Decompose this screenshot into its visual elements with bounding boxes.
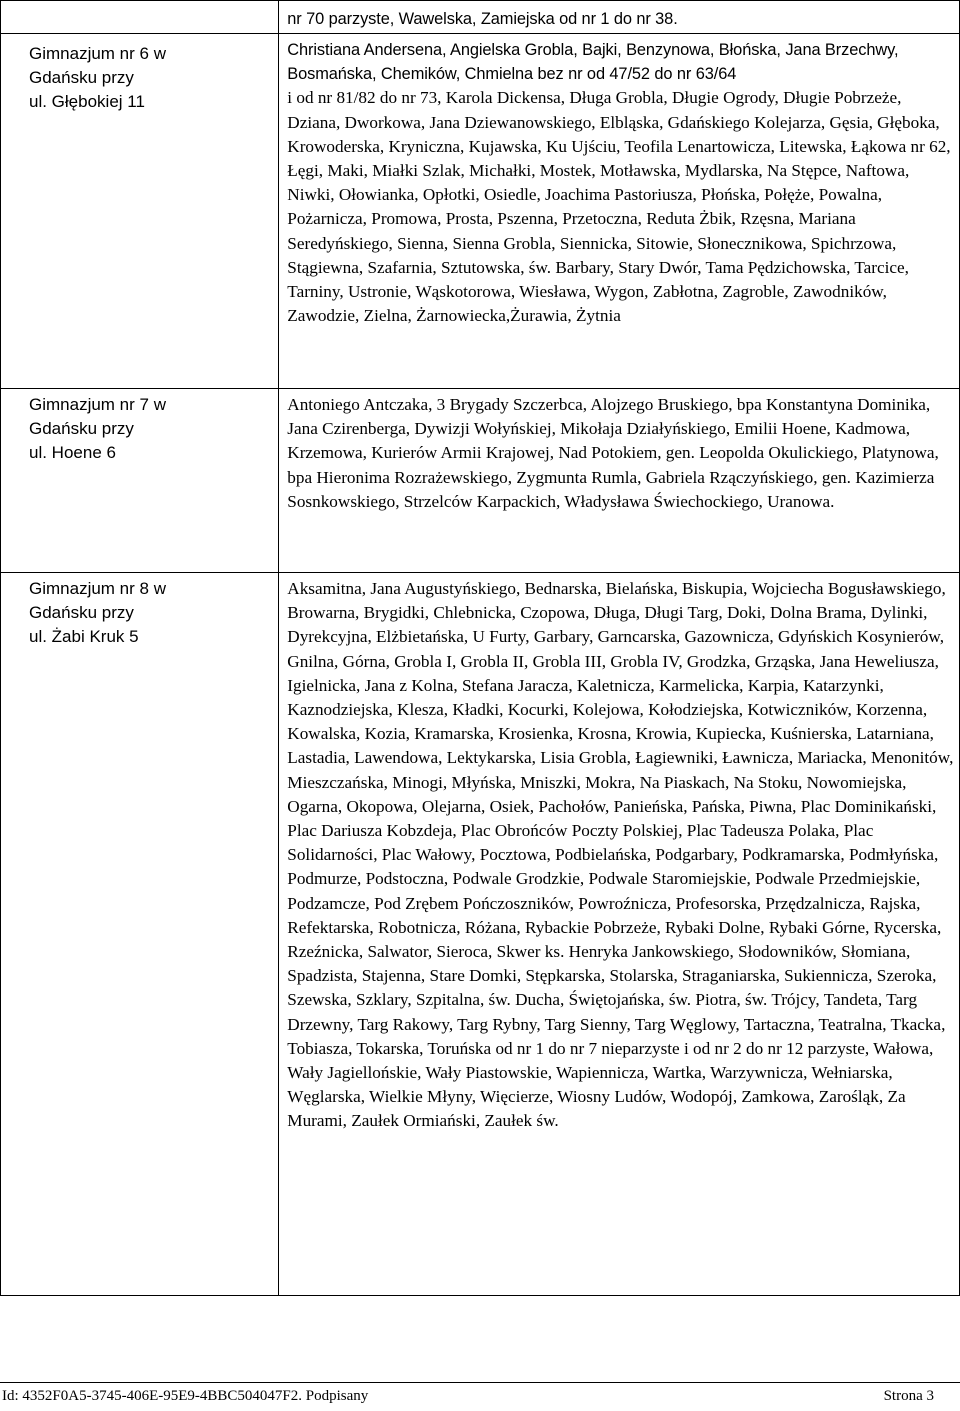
streets-text: Antoniego Antczaka, 3 Brygady Szczerbca, Alojzego Bruskiego, bpa Konstantyna Dominika, Jana Czirenberga, Dywizji Wołyńskiej, Mikołaja Działyńskiego, Emilii Hoene, Kadmowa, Krzemowa, Kurierów Armii Krajowej, Nad Potokiem, gen. Leopolda Okulickiego, Platynowa, bpa Hieronima Rozrażewskiego, Zygmunta Rumla, Gabriela Rzączyńskiego, gen. Kazimierza Sosnkowskiego, Strzelców Karpackich, Władysława Świechockiego, Uranowa.: [287, 395, 939, 511]
school-cell: [1, 389, 279, 573]
streets-cell: [279, 34, 960, 389]
streets-cell: [279, 573, 960, 1296]
school-name: Gimnazjum nr 7 w Gdańsku przy ul. Hoene 6: [29, 395, 166, 462]
page-footer: [0, 1382, 960, 1409]
streets-text: i od nr 81/82 do nr 73, Karola Dickensa, Długa Grobla, Długie Ogrody, Długie Pobrzeże, Dziana, Dworkowa, Jana Dziewanowskiego, Elbląska, Gdańskiego Kolejarza, Gęsia, Głęboka, Krowoderska, Kryniczna, Kujawska, Ku Ujściu, Teofila Lenartowicza, Litewska, Łąkowa nr 62, Łęgi, Maki, Miałki Szlak, Michałki, Mostek, Motławska, Mydlarska, Na Stępce, Naftowa, Niwki, Ołowianka, Opłotki, Osiedle, Joachima Pastoriusza, Płońska, Połęże, Powalna, Pożarnicza, Promowa, Prosta, Pszenna, Przetoczna, Reduta Żbik, Rzęsna, Mariana Seredyńskiego, Sienna, Sienna Grobla, Siennicka, Sitowie, Słonecznikowa, Spichrzowa, Stągiewna, Szafarnia, Sztutowska, św. Barbary, Stary Dwór, Tama Pędzichowska, Tarcice, Tarniny, Ustronie, Wąskotorowa, Wiesława, Wygon, Zabłotna, Zagroble, Zawodników, Zawodzie, Zielna, Żarnowiecka,Żurawia, Żytnia: [287, 88, 951, 326]
school-name: Gimnazjum nr 6 w Gdańsku przy ul. Głębokiej 11: [29, 44, 166, 111]
table-row: [1, 573, 960, 1296]
streets-text-first: Christiana Andersena, Angielska Grobla, Bajki, Benzynowa, Błońska, Jana Brzechwy, Bosmańska, Chemików, Chmielna bez nr od 47/52 do nr 63/64: [287, 41, 899, 84]
table-row: [1, 1, 960, 34]
streets-text: Aksamitna, Jana Augustyńskiego, Bednarska, Bielańska, Biskupia, Wojciecha Bogusławskiego, Browarna, Brygidki, Chlebnicka, Czopowa, Długa, Długi Targ, Doki, Dolna Brama, Dylinki, Dyrekcyjna, Elżbietańska, U Furty, Garbary, Garncarska, Gazownicza, Gdyńskich Kosynierów, Gnilna, Górna, Grobla I, Grobla II, Grobla III, Grobla IV, Grodzka, Grząska, Jana Heweliusza, Igielnicka, Jana z Kolna, Stefana Jaracza, Kaletnicza, Karmelicka, Karpia, Katarzynki, Kaznodziejska, Klesza, Kładki, Kocurki, Kolejowa, Kołodziejska, Kotwiczników, Korzenna, Kowalska, Kozia, Kramarska, Krosienka, Krosna, Krowia, Kupiecka, Kuśnierska, Latarniana, Lastadia, Lawendowa, Lektykarska, Lisia Grobla, Łagiewniki, Ławnicza, Mariacka, Menonitów, Mieszczańska, Minogi, Młyńska, Mniszki, Mokra, Na Piaskach, Na Stoku, Nowomiejska, Ogarna, Okopowa, Olejarna, Osiek, Pachołów, Panieńska, Pańska, Piwna, Plac Dominikański, Plac Dariusza Kobzdeja, Plac Obrońców Poczty Polskiej, Plac Tadeusza Polaka, Plac Solidarności, Plac Wałowy, Pocztowa, Podbielańska, Podgarbary, Podkramarska, Podmłyńska, Podmurze, Podstoczna, Podwale Grodzkie, Podwale Staromiejskie, Podwale Przedmiejskie, Podzamcze, Pod Zrębem Pończoszników, Powroźnicza, Profesorska, Przędzalnicza, Rajska, Refektarska, Robotnicza, Różana, Rybackie Pobrzeże, Rybaki Dolne, Rybaki Górne, Rycerska, Rzeźnicka, Salwator, Sieroca, Skwer ks. Henryka Jankowskiego, Słodowników, Słomiana, Spadzista, Stajenna, Stare Domki, Stępkarska, Stolarska, Straganiarska, Sukiennicza, Szeroka, Szewska, Szklary, Szpitalna, św. Ducha, Świętojańska, św. Piotra, św. Trójcy, Tandeta, Targ Drzewny, Targ Rakowy, Targ Rybny, Targ Sienny, Targ Węglowy, Tartaczna, Teatralna, Tkacka, Tobiasza, Tokarska, Toruńska od nr 1 do nr 7 nieparzyste i od nr 2 do nr 12 parzyste, Wałowa, Wały Jagiellońskie, Wały Piastowskie, Wapiennicza, Wartka, Warzywnicza, Wełniarska, Węglarska, Wielkie Młyny, Więcierze, Wiosny Ludów, Wodopój, Zamkowa, Zarośląk, Za Murami, Zaułek Ormiański, Zaułek św.: [287, 579, 954, 1131]
school-cell-empty: [1, 1, 279, 34]
table-row: [1, 389, 960, 573]
school-name: Gimnazjum nr 8 w Gdańsku przy ul. Żabi Kruk 5: [29, 579, 166, 646]
streets-cell: [279, 1, 960, 34]
streets-cell: [279, 389, 960, 573]
document-id: Id: 4352F0A5-3745-406E-95E9-4BBC504047F2. Podpisany: [2, 1388, 369, 1404]
page-number: Strona 3: [883, 1388, 934, 1404]
streets-text: nr 70 parzyste, Wawelska, Zamiejska od nr 1 do nr 38.: [287, 10, 678, 28]
school-cell: [1, 573, 279, 1296]
table-row: [1, 34, 960, 389]
school-cell: [1, 34, 279, 389]
